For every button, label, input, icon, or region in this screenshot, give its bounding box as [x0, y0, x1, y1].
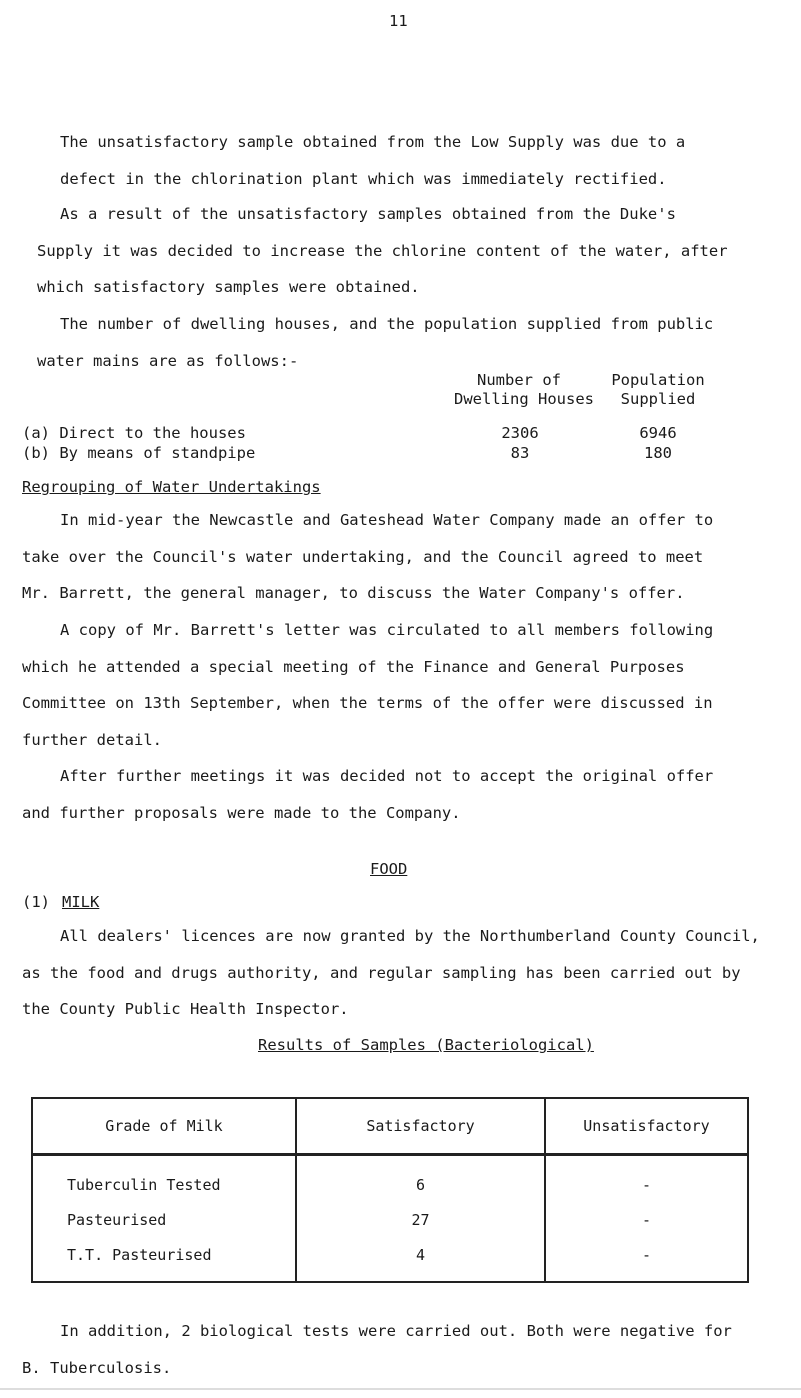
supply-row-label: (b) By means of standpipe — [22, 444, 256, 462]
supply-row-population: 180 — [644, 444, 672, 462]
regrouping-paragraph-1 — [22, 502, 760, 612]
table-cell: Pasteurised — [32, 1202, 296, 1237]
text-line: In addition, 2 biological tests were carried out. Both were negative for — [60, 1322, 732, 1340]
page-edge-line — [0, 1388, 801, 1390]
text-line: The number of dwelling houses, and the population supplied from public — [60, 315, 714, 333]
column-header: Grade of Milk — [32, 1098, 296, 1155]
closing-paragraph — [22, 1313, 760, 1386]
text-line: take over the Council's water undertaking, and the Council agreed to meet — [22, 547, 704, 566]
results-heading: Results of Samples (Bacteriological) — [258, 1036, 594, 1054]
intro-paragraph-1 — [60, 124, 760, 197]
population-header — [598, 371, 718, 409]
regrouping-paragraph-3 — [22, 758, 760, 831]
milk-number: (1) — [22, 893, 50, 911]
text-line: Committee on 13th September, when the terms of the offer were discussed in — [22, 694, 713, 712]
text-line: After further meetings it was decided not to accept the original offer — [60, 767, 714, 785]
table-header-row — [32, 1098, 748, 1155]
text-line: Mr. Barrett, the general manager, to discuss the Water Company's offer. — [22, 584, 685, 602]
houses-header — [454, 371, 594, 409]
text-line: defect in the chlorination plant which was immediately rectified. — [60, 169, 667, 188]
header-line: Supplied — [620, 390, 696, 408]
table-cell: 6 — [296, 1155, 545, 1203]
table-cell: - — [545, 1155, 748, 1203]
text-line: Supply it was decided to increase the chlorine content of the water, after — [37, 241, 728, 260]
column-header: Unsatisfactory — [545, 1098, 748, 1155]
header-line: Number of — [477, 371, 561, 389]
text-line: As a result of the unsatisfactory samples obtained from the Duke's — [60, 205, 676, 223]
column-header: Satisfactory — [296, 1098, 545, 1155]
text-line: which he attended a special meeting of the Finance and General Purposes — [22, 657, 685, 676]
supply-row-population: 6946 — [639, 424, 677, 442]
text-line: In mid-year the Newcastle and Gateshead Water Company made an offer to — [60, 511, 714, 529]
milk-paragraph — [22, 918, 760, 1028]
supply-row-houses: 2306 — [501, 424, 539, 442]
food-heading: FOOD — [370, 860, 408, 878]
table-cell: - — [545, 1237, 748, 1282]
results-table — [31, 1097, 749, 1283]
header-line: Population — [611, 371, 705, 389]
text-line: which satisfactory samples were obtained. — [37, 278, 420, 296]
table-cell: Tuberculin Tested — [32, 1155, 296, 1203]
intro-paragraph-2 — [37, 196, 760, 306]
text-line: A copy of Mr. Barrett's letter was circulated to all members following — [60, 621, 714, 639]
supply-row-houses: 83 — [510, 444, 530, 462]
text-line: B. Tuberculosis. — [22, 1358, 172, 1377]
text-line: The unsatisfactory sample obtained from the Low Supply was due to a — [60, 133, 686, 151]
header-line: Dwelling Houses — [454, 390, 594, 408]
text-line: and further proposals were made to the Company. — [22, 803, 461, 822]
table-row — [32, 1202, 748, 1237]
table-row — [32, 1155, 748, 1203]
regrouping-heading: Regrouping of Water Undertakings — [22, 478, 321, 496]
page-number: 11 — [389, 12, 408, 30]
text-line: All dealers' licences are now granted by the Northumberland County Council, — [60, 927, 760, 945]
text-line: the County Public Health Inspector. — [22, 1000, 349, 1018]
table-row — [32, 1237, 748, 1282]
supply-row-label: (a) Direct to the houses — [22, 424, 246, 442]
text-line: water mains are as follows:- — [37, 351, 299, 370]
intro-paragraph-3 — [37, 306, 760, 379]
table-cell: - — [545, 1202, 748, 1237]
text-line: as the food and drugs authority, and regular sampling has been carried out by — [22, 963, 741, 982]
text-line: further detail. — [22, 730, 162, 749]
table-cell: 4 — [296, 1237, 545, 1282]
table-cell: 27 — [296, 1202, 545, 1237]
milk-heading: MILK — [62, 893, 100, 911]
regrouping-paragraph-2 — [22, 612, 760, 758]
table-cell: T.T. Pasteurised — [32, 1237, 296, 1282]
